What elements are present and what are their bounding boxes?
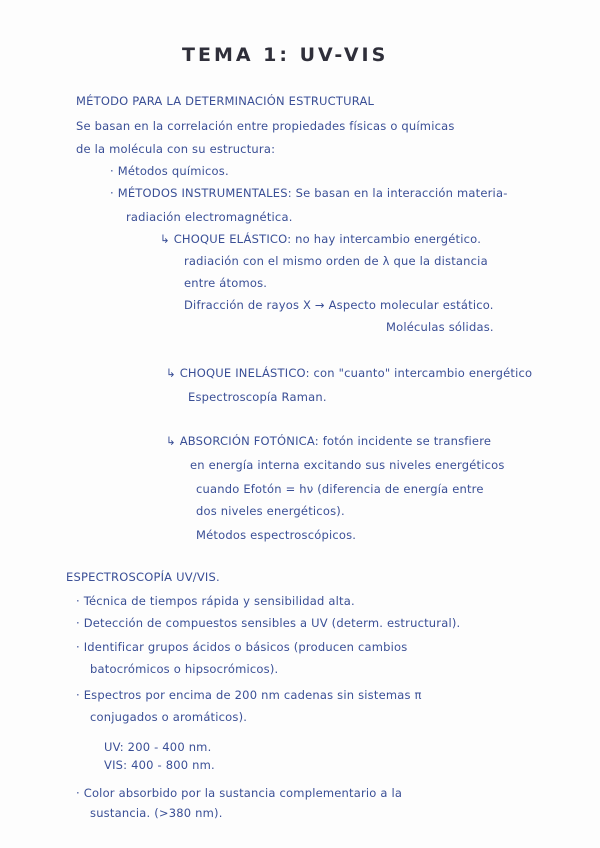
elastic-collision-line-3: entre átomos. [184, 276, 268, 290]
section-heading-uv-vis: ESPECTROSCOPÍA UV/VIS. [66, 570, 220, 584]
intro-line-1: Se basan en la correlación entre propiedades físicas o químicas [76, 119, 455, 133]
uv-vis-bullet-2: · Detección de compuestos sensibles a UV (determ. estructural). [76, 616, 461, 630]
elastic-collision-line-4: Difracción de rayos X → Aspecto molecular estático. [184, 298, 494, 312]
elastic-collision-line-5: Moléculas sólidas. [386, 320, 494, 334]
page-title: TEMA 1: UV-VIS [182, 44, 389, 66]
photon-absorption-line-4: dos niveles energéticos). [196, 504, 345, 518]
inelastic-collision-line-1: ↳ CHOQUE INELÁSTICO: con "cuanto" intercambio energético [166, 366, 533, 380]
section-heading-determination: MÉTODO PARA LA DETERMINACIÓN ESTRUCTURAL [76, 94, 375, 108]
photon-absorption-line-5: Métodos espectroscópicos. [196, 528, 357, 542]
uv-vis-bullet-5-line-1: · Color absorbido por la sustancia complementario a la [76, 786, 403, 800]
bullet-instrumental-methods: · MÉTODOS INSTRUMENTALES: Se basan en la interacción materia- [110, 186, 508, 200]
bullet-instrumental-methods-cont: radiación electromagnética. [126, 210, 293, 224]
intro-line-2: de la molécula con su estructura: [76, 142, 276, 156]
vis-range: VIS: 400 - 800 nm. [104, 758, 215, 772]
inelastic-collision-line-2: Espectroscopía Raman. [188, 390, 327, 404]
uv-vis-bullet-3-line-1: · Identificar grupos ácidos o básicos (producen cambios [76, 640, 408, 654]
elastic-collision-line-1: ↳ CHOQUE ELÁSTICO: no hay intercambio energético. [160, 232, 482, 246]
uv-vis-bullet-5-line-2: sustancia. (>380 nm). [90, 806, 223, 820]
uv-vis-bullet-1: · Técnica de tiempos rápida y sensibilidad alta. [76, 594, 355, 608]
photon-absorption-line-2: en energía interna excitando sus niveles energéticos [190, 458, 505, 472]
uv-vis-bullet-4-line-1: · Espectros por encima de 200 nm cadenas sin sistemas π [76, 688, 422, 702]
photon-absorption-line-3: cuando Efotón = hν (diferencia de energía entre [196, 482, 484, 496]
photon-absorption-line-1: ↳ ABSORCIÓN FOTÓNICA: fotón incidente se transfiere [166, 434, 492, 448]
bullet-chemical-methods: · Métodos químicos. [110, 164, 229, 178]
elastic-collision-line-2: radiación con el mismo orden de λ que la distancia [184, 254, 488, 268]
uv-vis-bullet-4-line-2: conjugados o aromáticos). [90, 710, 248, 724]
uv-range: UV: 200 - 400 nm. [104, 740, 212, 754]
uv-vis-bullet-3-line-2: batocrómicos o hipsocrómicos). [90, 662, 279, 676]
